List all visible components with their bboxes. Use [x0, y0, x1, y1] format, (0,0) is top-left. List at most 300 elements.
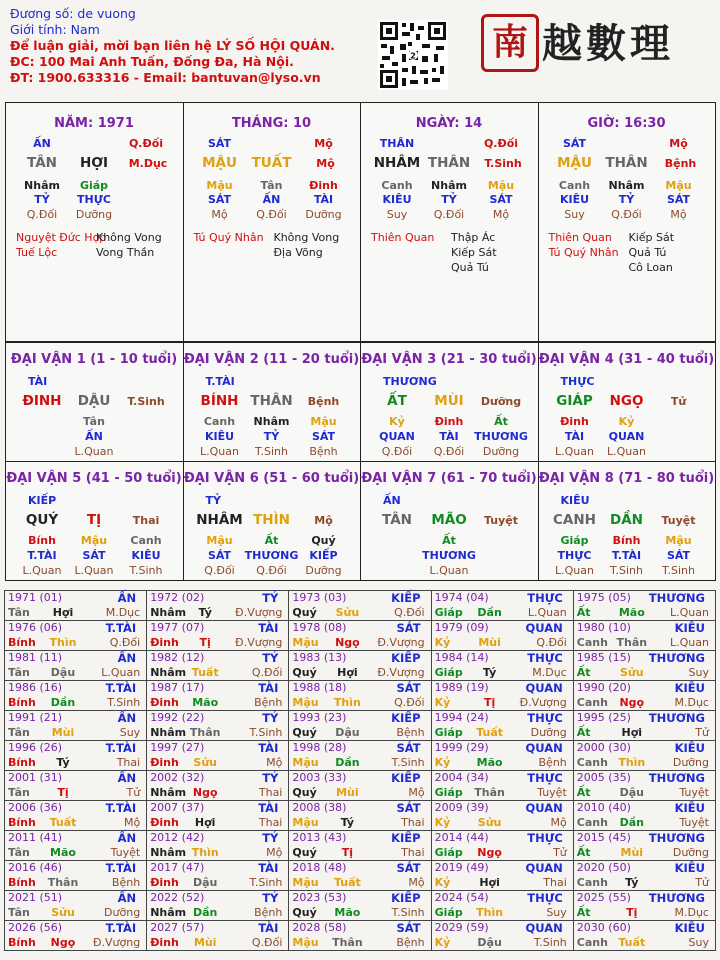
pillar-branch-state: Bệnh: [664, 157, 697, 170]
year-god: KIẾP: [391, 591, 421, 605]
hidden-state: Dưỡng: [75, 208, 113, 221]
year-age: 2018 (48): [292, 861, 347, 874]
dai-van-5[interactable]: [5, 461, 184, 581]
hidden-god: TỶ: [441, 193, 457, 206]
hidden-god: KIÊU: [382, 193, 412, 206]
hidden-god: KIẾP: [309, 549, 338, 562]
year-state: Bệnh: [396, 936, 425, 949]
year-cell[interactable]: [146, 740, 289, 771]
year-cell[interactable]: [146, 710, 289, 741]
year-branch: Tị: [199, 636, 211, 649]
dai-van-branch: TỊ: [86, 512, 102, 528]
year-cell[interactable]: [4, 620, 147, 651]
year-stem: Giáp: [434, 906, 463, 919]
pillar-ten-god: ẤN: [33, 137, 51, 150]
svg-text:2: 2: [410, 51, 416, 61]
dai-van-stem: BÍNH: [200, 393, 239, 409]
year-god: QUAN: [525, 681, 563, 695]
year-age: 2017 (47): [150, 861, 205, 874]
hidden-state: Suy: [386, 208, 408, 221]
hidden-stem: Quý: [311, 534, 336, 547]
year-cell[interactable]: [573, 860, 716, 891]
hidden-stem: Ất: [264, 534, 279, 547]
year-branch: Tị: [341, 846, 354, 859]
year-state: Suy: [546, 906, 567, 919]
dai-van-stem: NHÂM: [196, 512, 243, 528]
year-stem: Đinh: [150, 756, 179, 769]
year-cell[interactable]: [431, 800, 574, 831]
hidden-stem: Canh: [558, 179, 591, 192]
year-branch: Tị: [626, 906, 638, 919]
year-branch: Tị: [483, 696, 496, 709]
year-state: Dưỡng: [672, 756, 709, 769]
year-state: Tuyệt: [110, 846, 141, 859]
hidden-stem: Bính: [612, 534, 641, 547]
pillar-ten-god: THÂN: [379, 137, 415, 150]
year-cell[interactable]: [288, 830, 431, 861]
dai-van-3[interactable]: [360, 342, 539, 462]
pillar-branch-state: M.Dục: [128, 157, 168, 170]
hidden-stem: Đinh: [560, 415, 589, 428]
year-cell[interactable]: [146, 590, 289, 621]
hidden-god: KIÊU: [204, 430, 235, 443]
year-cell[interactable]: [573, 710, 716, 741]
dai-van-2[interactable]: [183, 342, 362, 462]
year-cell[interactable]: [146, 680, 289, 711]
year-god: ẤN: [117, 831, 137, 845]
year-age: 2000 (30): [576, 741, 631, 754]
year-cell[interactable]: [4, 890, 147, 921]
pillar-0[interactable]: [5, 102, 184, 342]
year-state: Bệnh: [396, 726, 425, 739]
year-state: Q.Đối: [251, 666, 283, 679]
dai-van-stem: GIÁP: [556, 393, 593, 409]
year-branch: Dậu: [477, 936, 502, 949]
year-cell[interactable]: [4, 650, 147, 681]
year-cell[interactable]: [431, 620, 574, 651]
pillar-3[interactable]: [538, 102, 717, 342]
year-cell[interactable]: [4, 710, 147, 741]
year-cell[interactable]: [288, 890, 431, 921]
year-age: 2013 (43): [292, 831, 347, 844]
contact-invite: Để luận giải, mời bạn liên hệ LÝ SỐ HỘI QUÁN.: [10, 38, 335, 53]
hidden-stem: Canh: [203, 415, 236, 428]
year-god: THỰC: [527, 771, 563, 785]
year-state: T.Sinh: [249, 726, 283, 739]
year-age: 2030 (60): [576, 921, 631, 934]
star-right: Không Vong: [273, 231, 340, 244]
dai-van-god: TỶ: [205, 494, 221, 507]
star-right: Địa Võng: [273, 246, 323, 259]
year-age: 2005 (35): [576, 771, 631, 784]
year-stem: Mậu: [292, 936, 319, 949]
hidden-state: L.Quan: [607, 445, 646, 458]
year-cell[interactable]: [146, 650, 289, 681]
year-stem: Kỷ: [434, 816, 451, 829]
year-branch: Dần: [192, 906, 218, 919]
hidden-state: Q.Đối: [256, 208, 287, 221]
hidden-stem: Mậu: [80, 534, 108, 547]
year-state: Bệnh: [254, 696, 283, 709]
year-god: ẤN: [117, 591, 137, 605]
year-cell[interactable]: [573, 740, 716, 771]
pillar-branch: TUẤT: [251, 155, 292, 171]
year-cell[interactable]: [431, 590, 574, 621]
year-state: L.Quan: [670, 636, 709, 649]
year-god: KIÊU: [674, 801, 705, 815]
dai-van-title: ĐẠI VẬN 6 (51 - 60 tuổi): [183, 471, 360, 486]
hidden-state: T.Sinh: [610, 564, 643, 577]
year-god: THƯƠNG: [648, 711, 705, 725]
year-cell[interactable]: [573, 800, 716, 831]
year-god: ẤN: [117, 711, 137, 725]
year-state: Mộ: [266, 756, 283, 769]
year-god: T.TÀI: [105, 741, 137, 755]
year-god: KIÊU: [674, 621, 705, 635]
year-branch: Hợi: [52, 606, 74, 619]
star-right: Vong Thần: [96, 246, 155, 259]
year-cell[interactable]: [431, 740, 574, 771]
year-state: Bệnh: [254, 906, 283, 919]
year-stem: Đinh: [150, 696, 179, 709]
year-stem: Nhâm: [150, 786, 187, 799]
year-age: 1988 (18): [292, 681, 347, 694]
year-cell[interactable]: [4, 680, 147, 711]
year-stem: Nhâm: [150, 726, 187, 739]
year-god: KIÊU: [674, 741, 705, 755]
year-cell[interactable]: [146, 800, 289, 831]
dai-van-god: KIÊU: [560, 494, 590, 507]
year-state: M.Dục: [674, 696, 709, 709]
year-stem: Ất: [576, 666, 591, 679]
year-age: 2001 (31): [8, 771, 63, 784]
hidden-state: Q.Đối: [433, 445, 465, 458]
pillar-stem: NHÂM: [373, 155, 421, 171]
star-right: Kiếp Sát: [451, 246, 497, 259]
year-cell[interactable]: [146, 620, 289, 651]
year-age: 2027 (57): [150, 921, 205, 934]
year-state: M.Dục: [532, 666, 567, 679]
year-cell[interactable]: [573, 590, 716, 621]
year-stem: Bính: [8, 696, 36, 709]
year-branch: Dậu: [50, 666, 76, 679]
year-cell[interactable]: [573, 890, 716, 921]
hidden-god: TỶ: [34, 193, 50, 206]
year-stem: Mậu: [292, 876, 319, 889]
pillar-top-right: Mộ: [669, 137, 688, 150]
year-god: TỶ: [262, 831, 279, 845]
year-state: Đ.Vượng: [519, 696, 567, 709]
year-god: KIẾP: [391, 771, 421, 785]
hidden-god: KIÊU: [131, 549, 161, 562]
year-cell[interactable]: [288, 740, 431, 771]
year-cell[interactable]: [431, 710, 574, 741]
dai-van-6[interactable]: [183, 461, 362, 581]
year-cell[interactable]: [288, 650, 431, 681]
dai-van-state: Dưỡng: [480, 395, 522, 408]
year-state: T.Sinh: [249, 876, 283, 889]
year-branch: Ngọ: [335, 636, 360, 649]
year-god: SÁT: [396, 801, 421, 815]
hidden-stem: Kỷ: [618, 415, 635, 428]
year-branch: Dần: [335, 756, 360, 769]
dai-van-god: THƯƠNG: [383, 375, 437, 388]
year-cell[interactable]: [573, 770, 716, 801]
year-god: THỰC: [527, 651, 563, 665]
dai-van-title: ĐẠI VẬN 4 (31 - 40 tuổi): [538, 352, 715, 367]
year-branch: Dậu: [192, 876, 218, 889]
hidden-stem: Nhâm: [608, 179, 645, 192]
dai-van-stem: CANH: [553, 512, 596, 528]
hidden-god: TỶ: [618, 193, 635, 206]
hidden-state: L.Quan: [555, 445, 594, 458]
hidden-god: SÁT: [489, 193, 513, 206]
year-god: KIẾP: [391, 891, 421, 905]
dai-van-state: Thai: [132, 514, 160, 527]
year-age: 1972 (02): [150, 591, 205, 604]
year-state: Tử: [695, 876, 709, 889]
year-age: 2006 (36): [8, 801, 63, 814]
year-age: 2009 (39): [434, 801, 489, 814]
year-stem: Canh: [576, 876, 608, 889]
year-age: 1984 (14): [434, 651, 489, 664]
year-stem: Giáp: [434, 666, 463, 679]
year-branch: Tý: [482, 666, 497, 679]
year-state: Tuyệt: [679, 786, 709, 799]
dai-van-state: Bệnh: [307, 395, 340, 408]
year-cell[interactable]: [146, 920, 289, 951]
hidden-state: L.Quan: [555, 564, 594, 577]
year-stem: Quý: [292, 846, 317, 859]
hidden-state: Bệnh: [309, 445, 338, 458]
year-branch: Mão: [476, 756, 503, 769]
year-age: 1991 (21): [8, 711, 63, 724]
year-stem: Tân: [8, 606, 30, 619]
star-left: Tú Quý Nhân: [548, 246, 619, 259]
year-stem: Kỷ: [434, 636, 451, 649]
year-branch: Hợi: [479, 876, 500, 889]
year-cell[interactable]: [4, 860, 147, 891]
star-right: Kiếp Sát: [628, 231, 675, 244]
pillar-1[interactable]: [183, 102, 362, 342]
year-stem: Quý: [292, 666, 317, 679]
pillar-top-right: Q.Đối: [483, 137, 519, 150]
year-branch: Mùi: [51, 726, 75, 739]
dai-van-branch: THÌN: [253, 512, 290, 528]
header-info: [10, 6, 340, 86]
year-age: 2025 (55): [576, 891, 631, 904]
year-god: KIẾP: [391, 651, 421, 665]
dai-van-8[interactable]: [538, 461, 717, 581]
year-cell[interactable]: [4, 830, 147, 861]
year-stem: Quý: [292, 606, 317, 619]
year-branch: Tuất: [191, 666, 219, 679]
year-branch: Thân: [47, 876, 79, 889]
year-cell[interactable]: [431, 770, 574, 801]
year-stem: Ất: [576, 726, 591, 739]
dai-van-state: Mộ: [314, 514, 333, 527]
year-branch: Tị: [57, 786, 69, 799]
hidden-stem: Bính: [28, 534, 56, 547]
year-cell[interactable]: [146, 830, 289, 861]
dai-van-stem: ĐINH: [22, 393, 62, 409]
year-state: Dưỡng: [672, 846, 709, 859]
brand-title: 越數理: [542, 20, 674, 67]
pillar-title: GIỜ: 16:30: [587, 116, 666, 131]
year-state: Q.Đối: [394, 696, 425, 709]
year-god: SÁT: [396, 861, 421, 875]
hidden-state: T.Sinh: [662, 564, 695, 577]
pillar-branch-state: T.Sinh: [484, 157, 522, 170]
year-stem: Ất: [576, 846, 591, 859]
dai-van-1[interactable]: [5, 342, 184, 462]
year-cell[interactable]: [146, 890, 289, 921]
year-stem: Tân: [8, 906, 30, 919]
hidden-stem: Canh: [381, 179, 413, 192]
year-age: 2023 (53): [292, 891, 347, 904]
year-cell[interactable]: [288, 800, 431, 831]
year-stem: Tân: [8, 726, 30, 739]
year-state: Thai: [116, 756, 141, 769]
year-cell[interactable]: [4, 920, 147, 951]
year-state: Thai: [258, 816, 283, 829]
year-cell[interactable]: [431, 830, 574, 861]
year-branch: Mùi: [620, 846, 644, 859]
year-stem: Nhâm: [150, 906, 187, 919]
qr-code-icon[interactable]: [378, 20, 448, 90]
year-state: Q.Đối: [109, 636, 141, 649]
year-age: 1981 (11): [8, 651, 63, 664]
year-branch: Tuất: [49, 816, 77, 829]
hidden-god: THƯƠNG: [244, 549, 299, 562]
dai-van-7[interactable]: [360, 461, 539, 581]
star-right: Cô Loan: [628, 261, 673, 274]
hidden-state: Q.Đối: [256, 564, 287, 577]
year-cell[interactable]: [288, 860, 431, 891]
hidden-state: Q.Đối: [611, 208, 642, 221]
dai-van-stem: TÂN: [382, 512, 412, 528]
year-cell[interactable]: [4, 800, 147, 831]
year-god: TÀI: [258, 621, 279, 635]
year-cell[interactable]: [573, 920, 716, 951]
pillar-2[interactable]: [360, 102, 539, 342]
hidden-stem: Mậu: [665, 179, 692, 192]
year-cell[interactable]: [431, 650, 574, 681]
year-state: Tử: [553, 846, 567, 859]
year-stem: Kỷ: [434, 696, 451, 709]
year-cell[interactable]: [573, 650, 716, 681]
hidden-stem: Nhâm: [24, 179, 60, 192]
year-branch: Tý: [198, 606, 212, 619]
year-cell[interactable]: [288, 680, 431, 711]
year-god: SÁT: [396, 921, 421, 935]
year-branch: Tý: [340, 816, 355, 829]
year-state: Q.Đối: [394, 606, 425, 619]
year-branch: Tuất: [618, 936, 646, 949]
year-branch: Mùi: [478, 636, 501, 649]
dai-van-4[interactable]: [538, 342, 717, 462]
year-age: 2021 (51): [8, 891, 63, 904]
hidden-stem: Ất: [494, 415, 508, 428]
year-cell[interactable]: [146, 860, 289, 891]
year-stem: Nhâm: [150, 606, 187, 619]
year-cell[interactable]: [573, 680, 716, 711]
dai-van-god: TÀI: [28, 375, 48, 388]
dai-van-branch: DẦN: [610, 512, 643, 528]
hidden-stem: Nhâm: [253, 415, 290, 428]
year-god: T.TÀI: [105, 861, 137, 875]
hidden-state: T.Sinh: [255, 445, 288, 458]
year-god: ẤN: [117, 651, 137, 665]
year-cell[interactable]: [4, 740, 147, 771]
year-age: 2015 (45): [576, 831, 631, 844]
year-cell[interactable]: [431, 890, 574, 921]
year-branch: Dần: [477, 606, 502, 619]
year-state: Tử: [695, 726, 709, 739]
year-cell[interactable]: [288, 590, 431, 621]
year-stem: Quý: [292, 786, 317, 799]
year-branch: Sửu: [335, 606, 360, 619]
year-stem: Giáp: [434, 726, 463, 739]
hidden-stem: Ất: [442, 534, 456, 547]
star-right: Không Vong: [96, 231, 162, 244]
year-branch: Sửu: [51, 906, 75, 919]
hidden-state: L.Quan: [200, 445, 239, 458]
year-cell[interactable]: [288, 620, 431, 651]
year-stem: Tân: [8, 846, 30, 859]
year-branch: Ngọ: [192, 786, 218, 799]
year-stem: Nhâm: [150, 666, 187, 679]
hidden-state: Dưỡng: [305, 208, 342, 221]
hidden-state: L.Quan: [74, 445, 114, 458]
hidden-stem: Giáp: [560, 534, 589, 547]
year-state: Tuyệt: [537, 786, 567, 799]
year-age: 2014 (44): [434, 831, 489, 844]
year-cell[interactable]: [288, 710, 431, 741]
year-cell[interactable]: [431, 920, 574, 951]
hidden-god: THỰC: [77, 193, 111, 206]
year-cell[interactable]: [431, 860, 574, 891]
year-cell[interactable]: [146, 770, 289, 801]
year-cell[interactable]: [4, 590, 147, 621]
year-age: 1996 (26): [8, 741, 63, 754]
pillar-top-right: Mộ: [314, 137, 333, 150]
hidden-god: SÁT: [666, 549, 691, 562]
dai-van-title: ĐẠI VẬN 5 (41 - 50 tuổi): [6, 471, 182, 486]
year-state: Mộ: [550, 816, 567, 829]
year-cell[interactable]: [573, 830, 716, 861]
dai-van-state: Tuyệt: [483, 514, 519, 527]
hidden-stem: Tân: [260, 179, 283, 192]
year-cell[interactable]: [288, 920, 431, 951]
hidden-god: T.TÀI: [611, 549, 642, 562]
year-cell[interactable]: [288, 770, 431, 801]
year-god: THƯƠNG: [648, 831, 705, 845]
year-state: Đ.Vượng: [235, 636, 283, 649]
year-cell[interactable]: [431, 680, 574, 711]
year-god: THƯƠNG: [648, 771, 705, 785]
year-state: Đ.Vượng: [377, 636, 425, 649]
year-branch: Tuất: [476, 726, 503, 739]
year-branch: Thìn: [476, 906, 504, 919]
year-god: SÁT: [396, 741, 421, 755]
star-left: Nguyệt Đức Hợp: [16, 231, 107, 244]
year-cell[interactable]: [573, 620, 716, 651]
year-cell[interactable]: [4, 770, 147, 801]
year-branch: Dậu: [335, 726, 360, 739]
year-god: T.TÀI: [105, 621, 137, 635]
hidden-state: Q.Đối: [26, 208, 58, 221]
